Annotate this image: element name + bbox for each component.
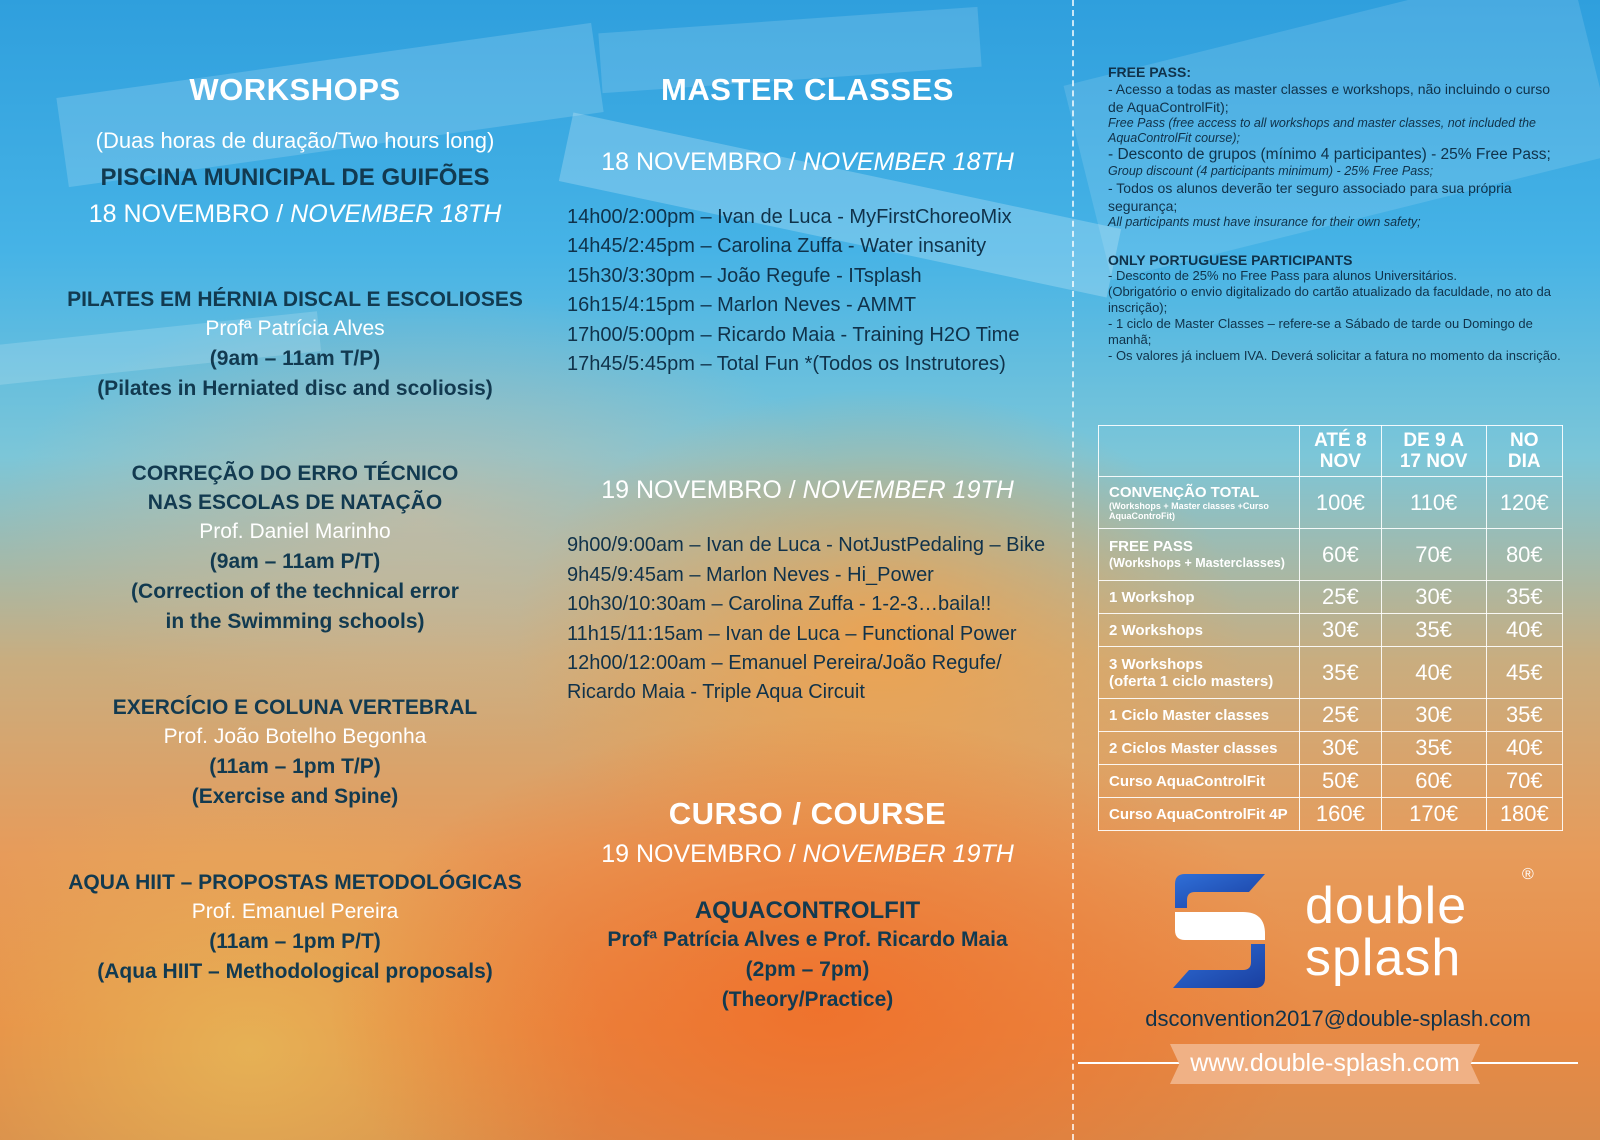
pricing-row bbox=[1099, 581, 1563, 614]
price-cell: 70€ bbox=[1381, 529, 1486, 581]
session-item: 9h00/9:00am – Ivan de Luca - NotJustPedaling – Bike bbox=[567, 534, 1046, 557]
free-pass-heading: FREE PASS: bbox=[1108, 64, 1191, 80]
pricing-row bbox=[1099, 798, 1563, 831]
price-cell: 180€ bbox=[1486, 798, 1562, 831]
master-day1-date: 18 NOVEMBRO / NOVEMBER 18TH bbox=[601, 148, 1014, 176]
session-item: 14h00/2:00pm – Ivan de Luca - MyFirstChoreoMix bbox=[567, 206, 1012, 228]
pricing-row-note: (oferta 1 ciclo masters) bbox=[1109, 672, 1274, 690]
pricing-table bbox=[1098, 425, 1563, 831]
course-time: (2pm – 7pm) bbox=[745, 957, 870, 981]
fold-line bbox=[1072, 0, 1074, 1140]
price-cell: 120€ bbox=[1486, 477, 1562, 529]
price-cell: 35€ bbox=[1486, 581, 1562, 614]
workshop-instructor: Prof. Emanuel Pereira bbox=[191, 900, 399, 923]
price-cell: 35€ bbox=[1486, 699, 1562, 732]
free-pass-line: Group discount (4 participants minimum) - 25% Free Pass; bbox=[1108, 164, 1434, 178]
workshops-date: 18 NOVEMBRO / NOVEMBER 18TH bbox=[88, 200, 502, 228]
pricing-column-header: NO DIA bbox=[1486, 426, 1562, 477]
workshops-duration: (Duas horas de duração/Two hours long) bbox=[95, 128, 495, 153]
workshops-column bbox=[50, 72, 540, 987]
workshop-time: (11am – 1pm P/T) bbox=[209, 930, 381, 953]
pricing-row-label: 1 Workshop bbox=[1099, 581, 1300, 614]
pricing-row bbox=[1099, 765, 1563, 798]
workshop-translation: (Exercise and Spine) bbox=[191, 785, 399, 808]
pricing-row bbox=[1099, 529, 1563, 581]
price-cell: 40€ bbox=[1381, 647, 1486, 699]
workshop-translation: in the Swimming schools) bbox=[165, 610, 425, 633]
workshop-time: (9am – 11am T/P) bbox=[209, 347, 381, 370]
workshop-translation: (Aqua HIIT – Methodological proposals) bbox=[97, 960, 493, 983]
pricing-row bbox=[1099, 477, 1563, 529]
free-pass-line: - Acesso a todas as master classes e workshops, não incluindo o curso de AquaControlFit); bbox=[1108, 81, 1550, 115]
pricing-row-label: 3 Workshops (oferta 1 ciclo masters) bbox=[1099, 647, 1300, 699]
workshop-item bbox=[50, 285, 540, 404]
pricing-row-label: 2 Ciclos Master classes bbox=[1099, 732, 1300, 765]
workshop-title: AQUA HIIT – PROPOSTAS METODOLÓGICAS bbox=[68, 871, 522, 894]
session-item: 17h00/5:00pm – Ricardo Maia - Training H2O Time bbox=[567, 323, 1020, 346]
pricing-row bbox=[1099, 732, 1563, 765]
session-item: 15h30/3:30pm – João Regufe - ITsplash bbox=[567, 264, 922, 287]
session-item: 10h30/10:30am – Carolina Zuffa - 1-2-3…baila!! bbox=[567, 593, 992, 616]
pricing-row-label: 2 Workshops bbox=[1099, 614, 1300, 647]
price-cell: 50€ bbox=[1300, 765, 1382, 798]
free-pass-line: Free Pass (free access to all workshops and master classes, not included the AquaControlFit course); bbox=[1108, 116, 1536, 145]
price-cell: 25€ bbox=[1300, 581, 1382, 614]
logo-swoosh-top bbox=[1175, 874, 1265, 908]
master-day1-schedule bbox=[555, 203, 1060, 379]
workshop-item bbox=[50, 693, 540, 812]
course-date: 19 NOVEMBRO / NOVEMBER 19TH bbox=[601, 839, 1014, 868]
workshops-venue: PISCINA MUNICIPAL DE GUIFÕES bbox=[100, 164, 490, 191]
price-cell: 25€ bbox=[1300, 699, 1382, 732]
brand-line2: splash bbox=[1305, 929, 1462, 987]
workshop-title: PILATES EM HÉRNIA DISCAL E ESCOLIOSES bbox=[67, 288, 523, 311]
session-item: Ricardo Maia - Triple Aqua Circuit bbox=[567, 681, 865, 704]
session-item: 14h45/2:45pm – Carolina Zuffa - Water insanity bbox=[567, 235, 987, 258]
workshop-time: (11am – 1pm T/P) bbox=[209, 755, 381, 778]
price-cell: 35€ bbox=[1381, 614, 1486, 647]
workshop-translation: (Pilates in Herniated disc and scoliosis) bbox=[97, 377, 493, 400]
price-cell: 40€ bbox=[1486, 614, 1562, 647]
price-cell: 30€ bbox=[1300, 732, 1382, 765]
price-cell: 30€ bbox=[1381, 699, 1486, 732]
price-cell: 35€ bbox=[1381, 732, 1486, 765]
logo-swoosh-bottom bbox=[1173, 944, 1265, 988]
workshop-translation: (Correction of the technical error bbox=[131, 580, 459, 603]
workshop-title: EXERCÍCIO E COLUNA VERTEBRAL bbox=[112, 696, 478, 719]
pricing-row-label: Curso AquaControlFit 4P bbox=[1099, 798, 1300, 831]
price-cell: 35€ bbox=[1300, 647, 1382, 699]
pricing-row bbox=[1099, 614, 1563, 647]
workshop-instructor: Prof. João Botelho Begonha bbox=[163, 725, 427, 748]
workshop-instructor: Profª Patrícia Alves bbox=[205, 317, 385, 340]
price-cell: 60€ bbox=[1300, 529, 1382, 581]
price-cell: 170€ bbox=[1381, 798, 1486, 831]
master-classes-title: MASTER CLASSES bbox=[661, 72, 954, 107]
free-pass-line: All participants must have insurance for their own safety; bbox=[1108, 215, 1421, 229]
pricing-header-row bbox=[1099, 426, 1563, 477]
pricing-column-header: ATÉ 8 NOV bbox=[1300, 426, 1382, 477]
course-name: AQUACONTROLFIT bbox=[694, 896, 921, 924]
pricing-row bbox=[1099, 699, 1563, 732]
pricing-row-label: Curso AquaControlFit bbox=[1099, 765, 1300, 798]
price-cell: 30€ bbox=[1381, 581, 1486, 614]
portuguese-line: (Obrigatório o envio digitalizado do cartão atualizado da faculdade, no ato da inscrição); bbox=[1108, 284, 1552, 315]
portuguese-line: - Desconto de 25% no Free Pass para alunos Universitários. bbox=[1108, 268, 1458, 283]
website-link[interactable]: www.double-splash.com bbox=[1190, 1049, 1460, 1077]
portuguese-heading: ONLY PORTUGUESE PARTICIPANTS bbox=[1108, 252, 1353, 268]
pricing-corner-cell bbox=[1099, 426, 1300, 477]
registered-mark: ® bbox=[1522, 866, 1534, 883]
portuguese-line: - 1 ciclo de Master Classes – refere-se a Sábado de tarde ou Domingo de manhã; bbox=[1108, 316, 1533, 347]
portuguese-line: - Os valores já incluem IVA. Deverá solicitar a fatura no momento da inscrição. bbox=[1108, 348, 1561, 363]
session-item: 12h00/12:00am – Emanuel Pereira/João Regufe/ bbox=[567, 652, 1002, 675]
pricing-row-label: 1 Ciclo Master classes bbox=[1099, 699, 1300, 732]
workshop-title: NAS ESCOLAS DE NATAÇÃO bbox=[147, 491, 443, 514]
price-cell: 30€ bbox=[1300, 614, 1382, 647]
price-cell: 40€ bbox=[1486, 732, 1562, 765]
master-day2-schedule bbox=[555, 531, 1060, 707]
session-item: 17h45/5:45pm – Total Fun *(Todos os Instrutores) bbox=[567, 353, 1006, 376]
brand-line1: double bbox=[1305, 877, 1468, 935]
pricing-row-note: (Workshops + Masterclasses) bbox=[1109, 555, 1285, 570]
workshop-item bbox=[50, 868, 540, 987]
master-classes-column bbox=[555, 72, 1060, 1015]
workshop-time: (9am – 11am P/T) bbox=[209, 550, 381, 573]
workshop-item bbox=[50, 459, 540, 637]
price-cell: 70€ bbox=[1486, 765, 1562, 798]
free-pass-line: - Todos os alunos deverão ter seguro associado para sua própria segurança; bbox=[1108, 180, 1512, 214]
price-cell: 100€ bbox=[1300, 477, 1382, 529]
brand-name bbox=[1305, 877, 1468, 987]
session-item: 11h15/11:15am – Ivan de Luca – Functional Power bbox=[567, 622, 1017, 645]
price-cell: 45€ bbox=[1486, 647, 1562, 699]
workshops-title: WORKSHOPS bbox=[189, 72, 401, 107]
session-item: 9h45/9:45am – Marlon Neves - Hi_Power bbox=[567, 563, 934, 586]
pricing-row-label: CONVENÇÃO TOTAL (Workshops + Master classes +Curso AquaControFit) bbox=[1099, 477, 1300, 529]
price-cell: 80€ bbox=[1486, 529, 1562, 581]
workshop-title: CORREÇÃO DO ERRO TÉCNICO bbox=[131, 462, 459, 485]
price-cell: 60€ bbox=[1381, 765, 1486, 798]
course-instructors: Profª Patrícia Alves e Prof. Ricardo Maia bbox=[607, 927, 1008, 951]
pricing-row-label: FREE PASS (Workshops + Masterclasses) bbox=[1099, 529, 1300, 581]
course-type: (Theory/Practice) bbox=[721, 987, 894, 1011]
pricing-row bbox=[1099, 647, 1563, 699]
course-title: CURSO / COURSE bbox=[668, 795, 947, 831]
logo-swoosh-middle bbox=[1175, 912, 1265, 940]
price-cell: 110€ bbox=[1381, 477, 1486, 529]
info-column bbox=[1108, 64, 1568, 364]
price-cell: 160€ bbox=[1300, 798, 1382, 831]
pricing-column-header: DE 9 A 17 NOV bbox=[1381, 426, 1486, 477]
free-pass-line: - Desconto de grupos (mínimo 4 participantes) - 25% Free Pass; bbox=[1108, 146, 1551, 163]
contact-email[interactable]: dsconvention2017@double-splash.com bbox=[1145, 1006, 1531, 1031]
session-item: 16h15/4:15pm – Marlon Neves - AMMT bbox=[567, 294, 917, 317]
master-day2-date: 19 NOVEMBRO / NOVEMBER 19TH bbox=[601, 476, 1014, 505]
workshop-instructor: Prof. Daniel Marinho bbox=[199, 520, 391, 543]
pricing-row-note: (Workshops + Master classes +Curso AquaControFit) bbox=[1109, 501, 1269, 521]
